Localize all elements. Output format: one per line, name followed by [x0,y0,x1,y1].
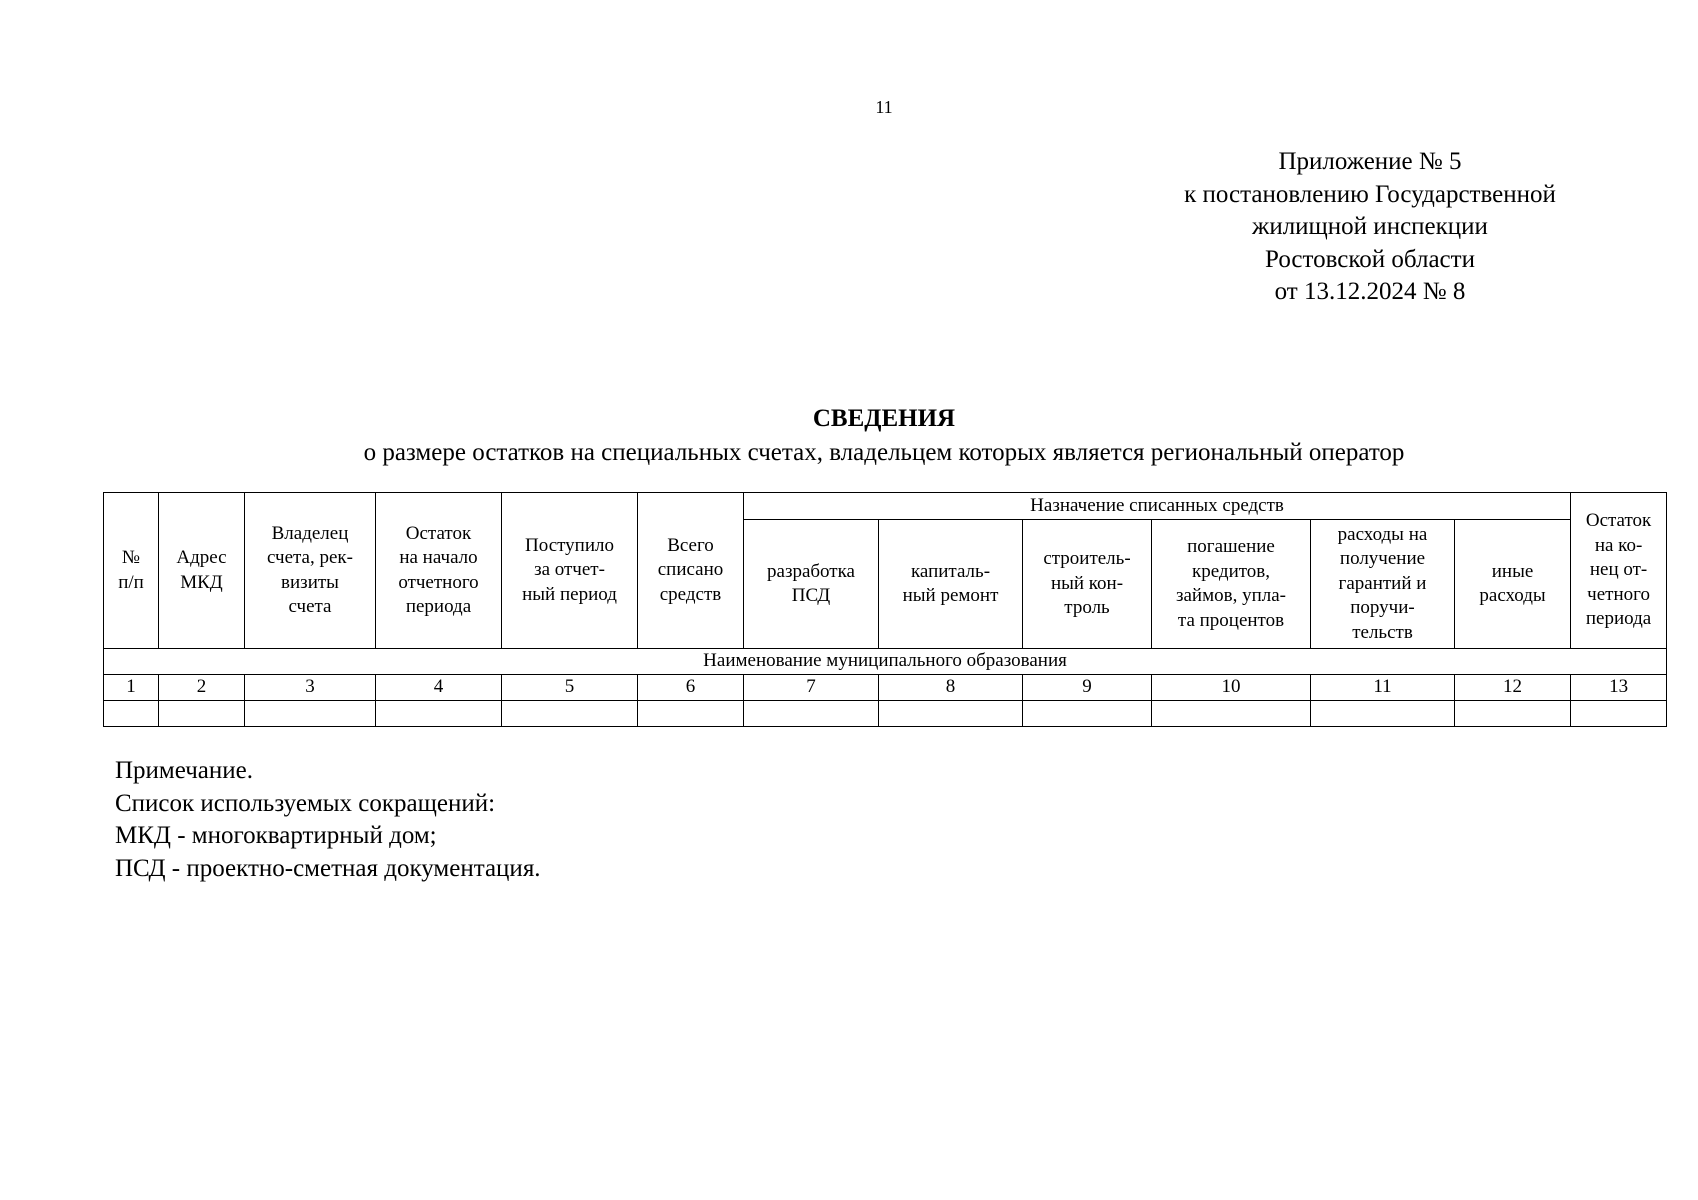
column-number: 9 [1023,674,1152,700]
empty-cell [376,700,502,726]
column-number: 13 [1571,674,1667,700]
balances-table [103,492,1667,727]
column-number: 4 [376,674,502,700]
column-number: 11 [1311,674,1455,700]
header-col-9: строитель- ный кон- троль [1023,520,1152,649]
column-number: 3 [245,674,376,700]
document-title: СВЕДЕНИЯ [812,405,956,432]
column-number: 6 [638,674,744,700]
header-col-10: погашение кредитов, займов, упла- та процентов [1152,520,1311,649]
column-number: 10 [1152,674,1311,700]
empty-cell [1311,700,1455,726]
empty-cell [104,700,159,726]
empty-cell [502,700,638,726]
notes-block [115,755,541,885]
note-line: ПСД - проектно-сметная документация. [115,854,541,882]
empty-cell [1455,700,1571,726]
column-number: 1 [104,674,159,700]
empty-cell [245,700,376,726]
note-line: Список используемых сокращений: [115,789,496,817]
header-group-purpose: Назначение списанных средств [744,493,1571,520]
appendix-line: от 13.12.2024 № 8 [1274,278,1466,305]
empty-cell [1023,700,1152,726]
column-number: 7 [744,674,879,700]
appendix-line: к постановлению Государственной [1184,180,1556,208]
note-line: Примечание. [115,757,254,784]
header-col-4: Остаток на начало отчетного периода [376,493,502,649]
column-numbers-row [104,674,1667,700]
note-line: МКД - многоквартирный дом; [115,822,437,849]
header-col-5: Поступило за отчет- ный период [502,493,638,649]
column-number: 5 [502,674,638,700]
page-number: 11 [875,97,893,117]
appendix-block [1150,146,1590,309]
empty-cell [638,700,744,726]
column-number: 8 [879,674,1023,700]
appendix-line: Ростовской области [1265,245,1475,273]
header-col-7: разработка ПСД [744,520,879,649]
appendix-line: Приложение № 5 [1278,148,1462,175]
header-col-1: № п/п [104,493,159,649]
empty-cell [1571,700,1667,726]
header-col-2: Адрес МКД [159,493,245,649]
empty-cell [744,700,879,726]
municipal-name-row: Наименование муниципального образования [104,649,1667,675]
header-col-13: Остаток на ко- нец от- четного периода [1571,493,1667,649]
header-col-12: иные расходы [1455,520,1571,649]
column-number: 2 [159,674,245,700]
appendix-line: жилищной инспекции [1252,213,1488,240]
header-col-11: расходы на получение гарантий и поручи- тельств [1311,520,1455,649]
header-col-3: Владелец счета, рек- визиты счета [245,493,376,649]
empty-cell [159,700,245,726]
empty-cell [879,700,1023,726]
empty-cell [1152,700,1311,726]
empty-data-row [104,700,1667,726]
header-col-6: Всего списано средств [638,493,744,649]
column-number: 12 [1455,674,1571,700]
document-subtitle: о размере остатков на специальных счетах, владельцем которых является региональный оператор [363,439,1405,466]
header-col-8: капиталь- ный ремонт [879,520,1023,649]
